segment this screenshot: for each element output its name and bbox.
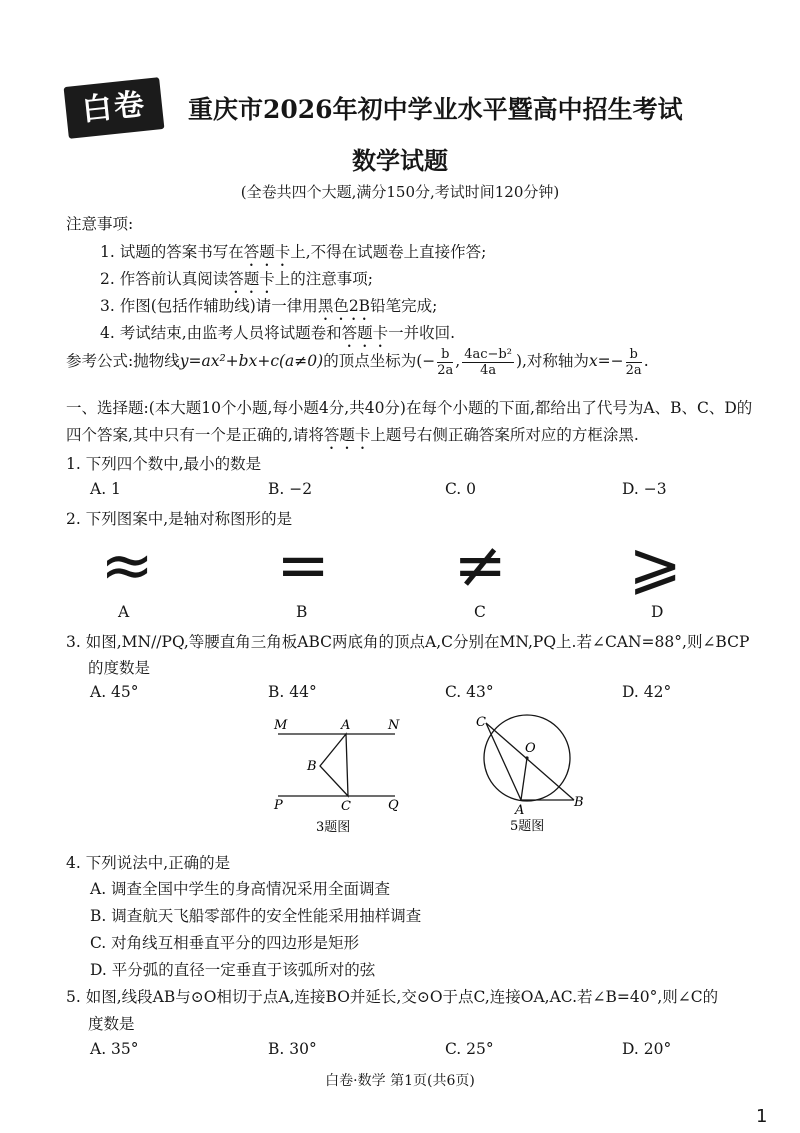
q5-figure [470,710,600,837]
q1-option-a: A. 1 [90,480,121,498]
q5-stem-line2: 度数是 [88,1015,135,1033]
q4-option-c: C. 对角线互相垂直平分的四边形是矩形 [90,934,360,952]
q1-option-d: D. −3 [622,480,667,498]
q3-option-d: D. 42° [622,683,672,701]
line-bc [486,723,574,800]
q2-glyph-geq: ⩾ [628,529,682,603]
label-q: Q [388,798,399,813]
q4-option-b: B. 调查航天飞船零部件的安全性能采用抽样调查 [90,907,422,925]
exam-subtitle: 数学试题 [352,146,448,175]
q3-stem-line2: 的度数是 [88,659,151,677]
page-footer: 白卷·数学 第1页(共6页) [325,1073,475,1089]
q3-stem-line1: 3. 如图,MN//PQ,等腰直角三角板ABC两底角的顶点A,C分别在MN,PQ上.若∠CAN=88°,则∠BCP [66,633,750,651]
label-n: N [388,718,400,733]
q2-glyph-equals: = [276,529,330,603]
label-p: P [274,798,283,813]
q3-figure [260,712,420,837]
q2-label-d: D [651,603,664,621]
q5-stem-line1: 5. 如图,线段AB与⊙O相切于点A,连接BO并延长,交⊙O于点C,连接OA,AC.若∠B=40°,则∠C的 [66,988,719,1006]
label-c: C [476,715,486,730]
center-dot [525,756,528,759]
notice-item-4: 4. 考试结束,由监考人员将试题卷和答题卡一并收回. [100,324,456,342]
reference-formula: 参考公式:抛物线y=ax²+bx+c(a≠0)的顶点坐标为(− $\frac{b}{2a}$ , $\frac{\text{4ac−b²}}{4a}$ ),对称轴为x=− $\frac{b}{2a}$ . [66,346,649,378]
q5-option-b: B. 30° [268,1040,317,1058]
q2-label-c: C [474,603,486,621]
label-b: B [574,795,584,810]
q1-stem: 1. 下列四个数中,最小的数是 [66,455,262,473]
q5-option-c: C. 25° [445,1040,494,1058]
q2-glyph-approx: ≈ [100,529,154,603]
label-m: M [274,718,288,733]
label-a: A [515,803,525,818]
q3-option-a: A. 45° [90,683,139,701]
section1-line1: 一、选择题:(本大题10个小题,每小题4分,共40分)在每个小题的下面,都给出了代号为A、B、C、D的 [66,399,753,417]
page-number: 1 [756,1106,768,1127]
q1-option-b: B. −2 [268,480,313,498]
q4-option-d: D. 平分弧的直径一定垂直于该弧所对的弦 [90,961,376,979]
radius-oa [521,758,527,800]
triangle-abc [320,734,348,796]
notice-heading: 注意事项: [66,215,134,233]
label-b: B [307,759,317,774]
label-c: C [341,799,351,814]
q4-option-a: A. 调查全国中学生的身高情况采用全面调查 [90,880,391,898]
fig3-caption: 3题图 [316,820,351,835]
fig5-caption: 5题图 [510,819,545,834]
chord-ac [486,723,521,800]
notice-item-3: 3. 作图(包括作辅助线)请一律用黑色2B铅笔完成; [100,297,438,315]
white-paper-badge: 白卷 [64,77,165,139]
exam-meta: (全卷共四个大题,满分150分,考试时间120分钟) [240,183,560,201]
q2-label-b: B [296,603,308,621]
q1-option-c: C. 0 [445,480,477,498]
q5-option-a: A. 35° [90,1040,139,1058]
notice-item-2: 2. 作答前认真阅读答题卡上的注意事项; [100,270,373,288]
q3-option-c: C. 43° [445,683,494,701]
label-a: A [341,718,351,733]
label-o: O [525,741,536,756]
q3-option-b: B. 44° [268,683,317,701]
section1-line2: 四个答案,其中只有一个是正确的,请将答题卡上题号右侧正确答案所对应的方框涂黑. [66,426,639,444]
q2-stem: 2. 下列图案中,是轴对称图形的是 [66,510,293,528]
q2-glyph-not-equal: ≠ [453,529,507,603]
q4-stem: 4. 下列说法中,正确的是 [66,854,231,872]
q5-option-d: D. 20° [622,1040,672,1058]
exam-title: 重庆市2026年初中学业水平暨高中招生考试 [188,95,683,124]
q2-label-a: A [118,603,130,621]
notice-item-1: 1. 试题的答案书写在答题卡上,不得在试题卷上直接作答; [100,243,487,261]
